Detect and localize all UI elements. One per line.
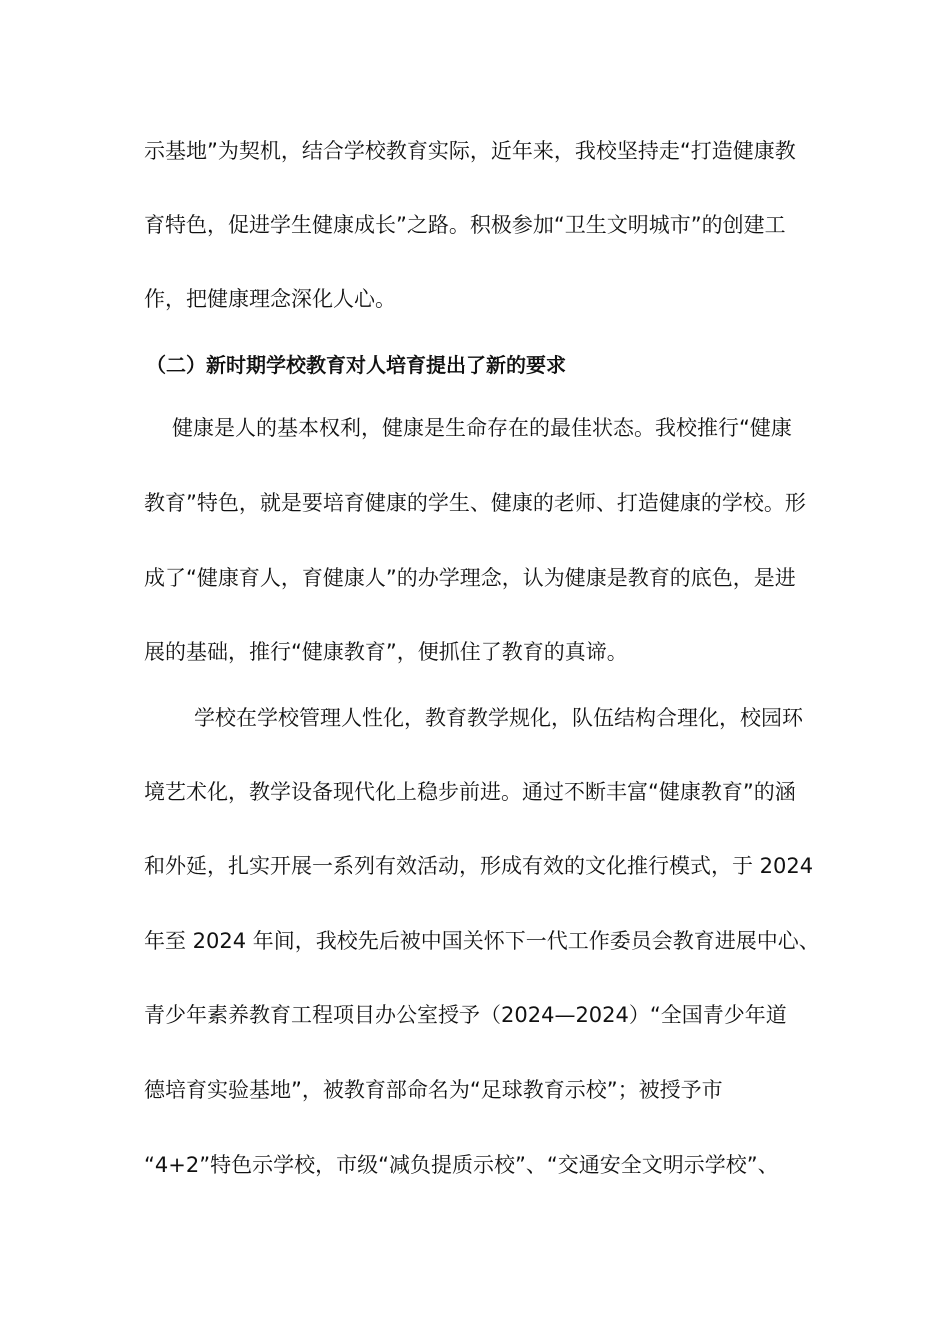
paragraph-line: 示基地”为契机，结合学校教育实际，近年来，我校坚持走“打造健康教 xyxy=(144,139,796,163)
section-heading: （二）新时期学校教育对人培育提出了新的要求 xyxy=(146,353,566,377)
paragraph-line: 德培育实验基地”，被教育部命名为“足球教育示校”；被授予市 xyxy=(144,1078,723,1102)
paragraph-line: 年至 2024 年间，我校先后被中国关怀下一代工作委员会教育进展中心、 xyxy=(144,929,820,953)
paragraph-line: 展的基础，推行“健康教育”，便抓住了教育的真谛。 xyxy=(144,640,628,664)
paragraph-line: 成了“健康育人，育健康人”的办学理念，认为健康是教育的底色，是进 xyxy=(144,566,796,590)
paragraph-line: 和外延，扎实开展一系列有效活动，形成有效的文化推行模式，于 2024 xyxy=(144,854,814,878)
paragraph-line: 教育”特色，就是要培育健康的学生、健康的老师、打造健康的学校。形 xyxy=(144,491,806,515)
paragraph-line: 健康是人的基本权利，健康是生命存在的最佳状态。我校推行“健康 xyxy=(172,416,792,440)
paragraph-line: 学校在学校管理人性化，教育教学规化，队伍结构合理化，校园环 xyxy=(194,706,803,730)
paragraph-line: 作，把健康理念深化人心。 xyxy=(144,287,396,311)
paragraph-line: 境艺术化，教学设备现代化上稳步前进。通过不断丰富“健康教育”的涵 xyxy=(144,780,796,804)
paragraph-line: 青少年素养教育工程项目办公室授予（2024—2024）“全国青少年道 xyxy=(144,1003,787,1027)
paragraph-line: “4+2”特色示学校，市级“减负提质示校”、“交通安全文明示学校”、 xyxy=(144,1153,779,1177)
paragraph-line: 育特色，促进学生健康成长”之路。积极参加“卫生文明城市”的创建工 xyxy=(144,213,786,237)
